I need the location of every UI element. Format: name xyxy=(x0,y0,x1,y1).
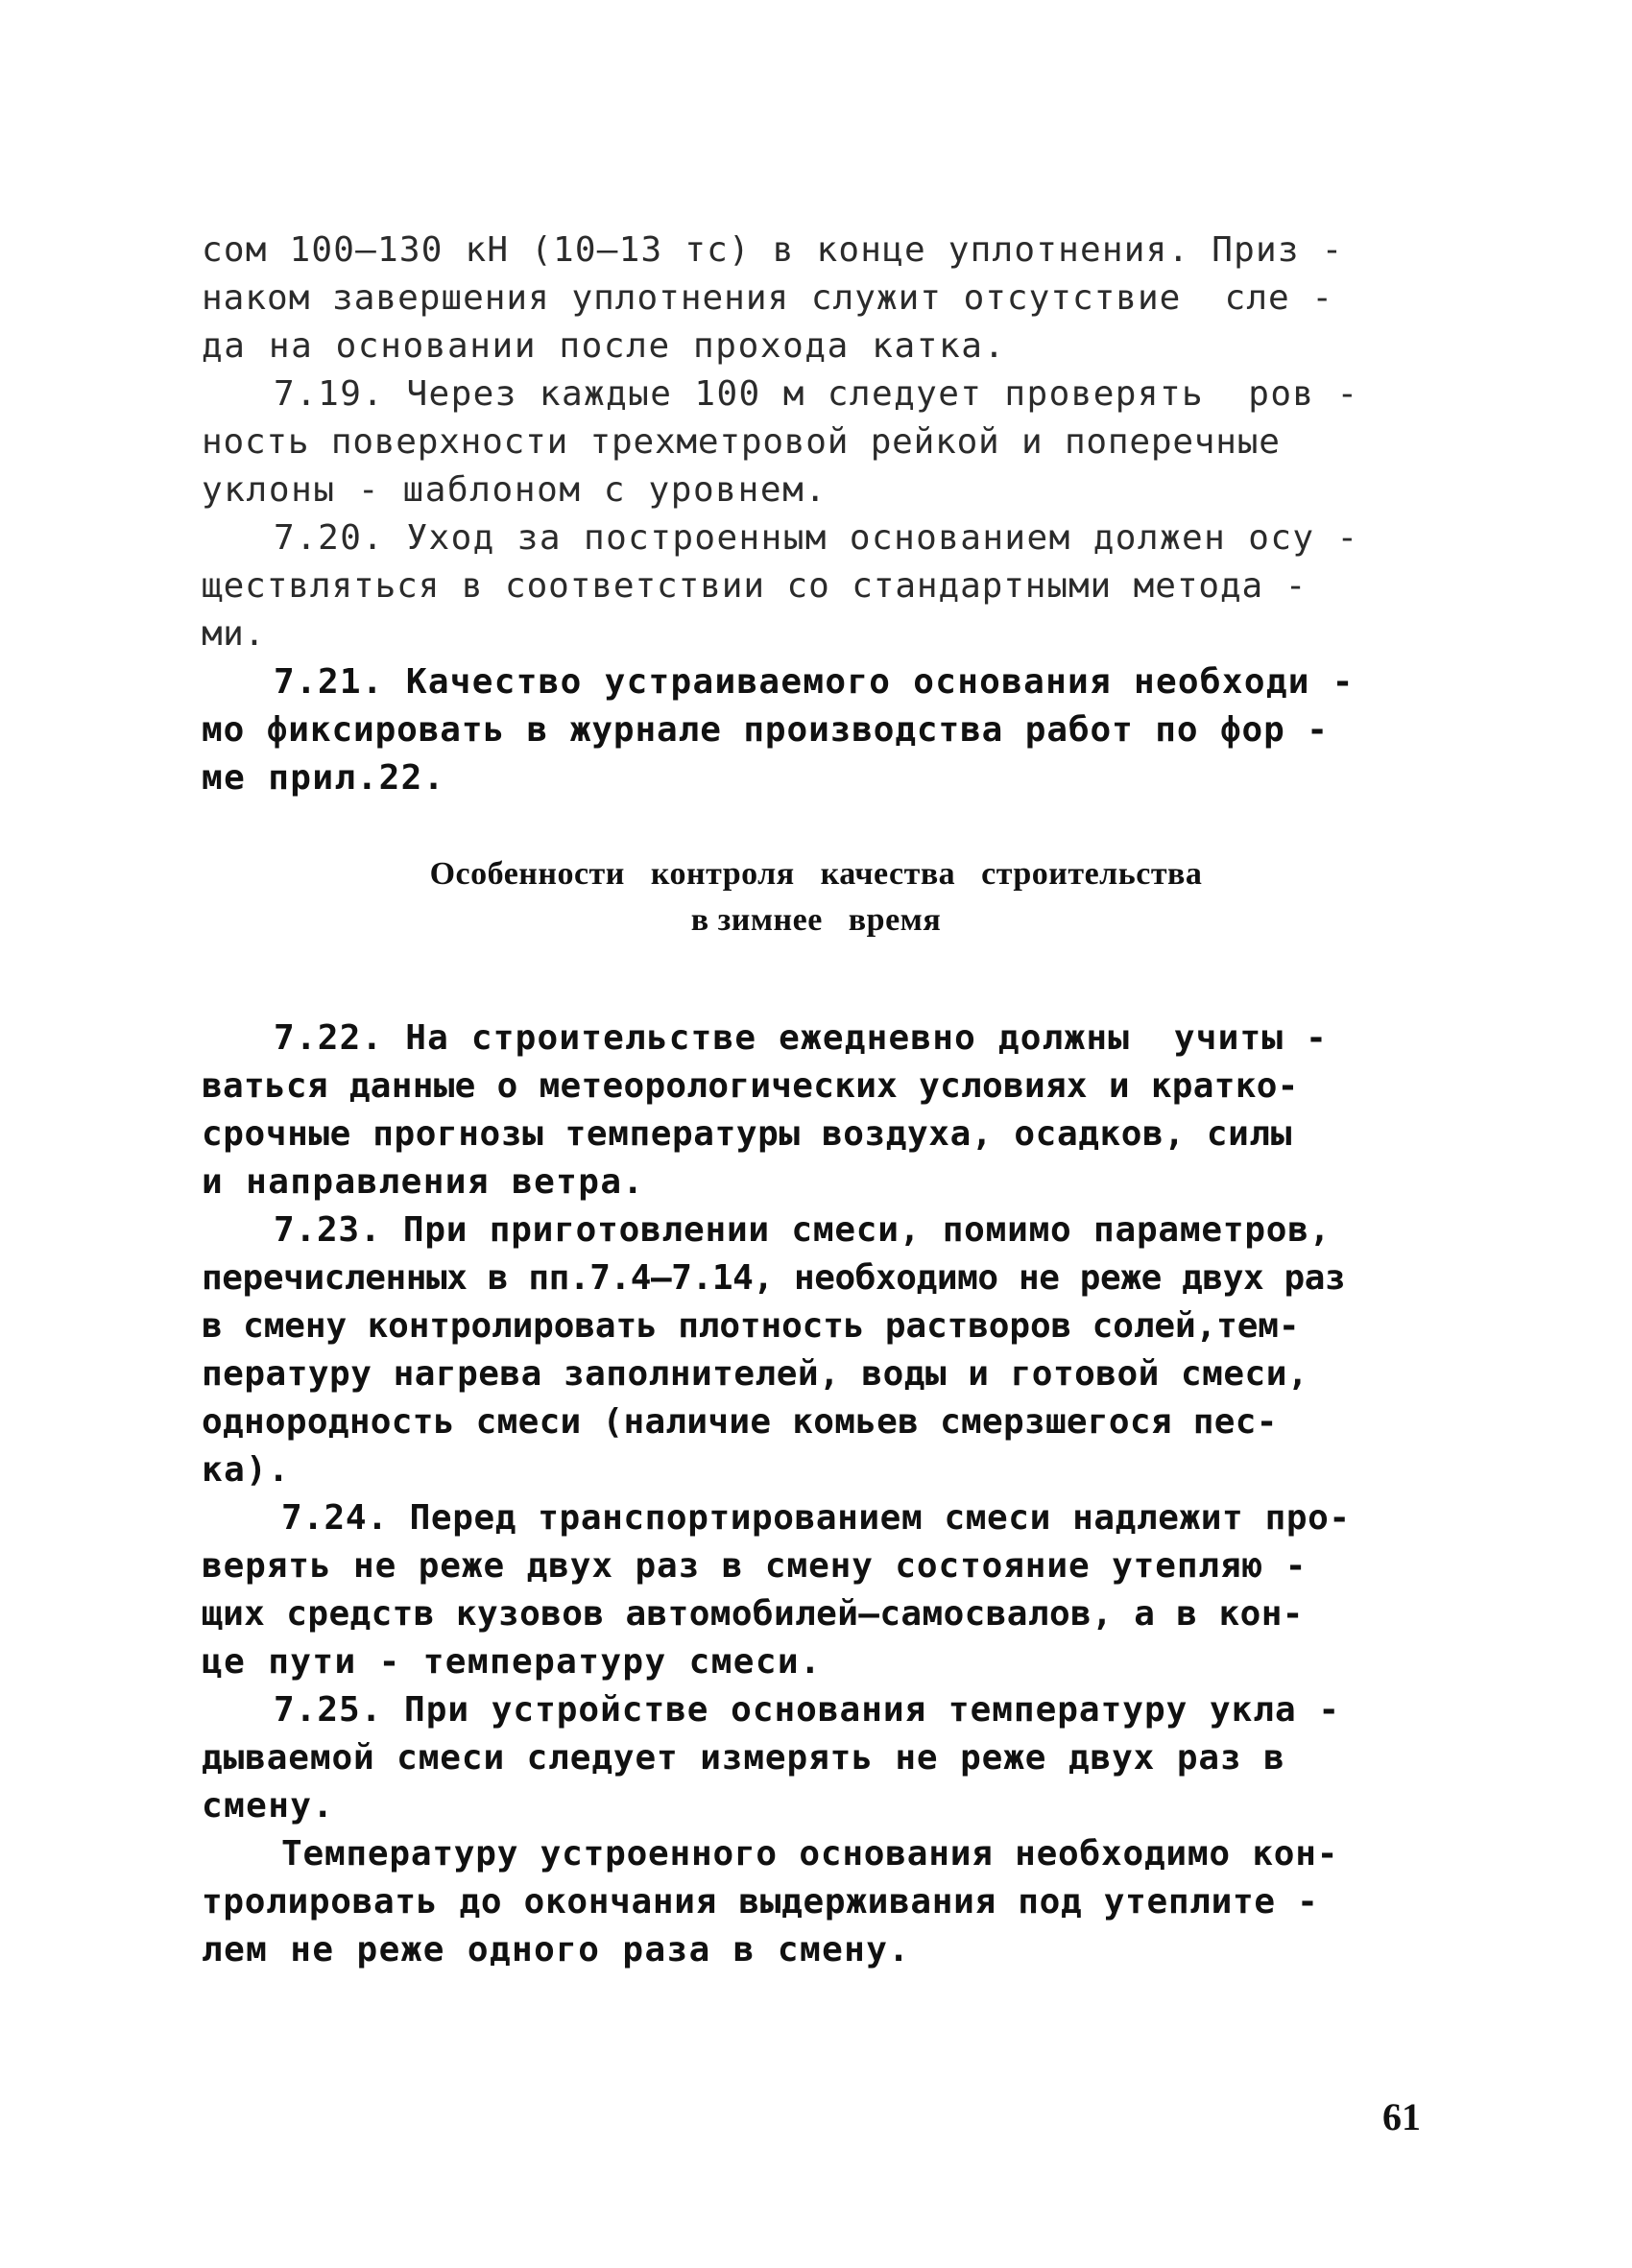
text-line: смену. xyxy=(202,1786,335,1826)
text-line: однородность смеси (наличие комьев смерзшегося пес- xyxy=(202,1402,1278,1442)
text-line: да на основании после прохода катка. xyxy=(202,326,1006,366)
text-line: наком завершения уплотнения служит отсутствие сле - xyxy=(202,278,1334,318)
text-line: мо фиксировать в журнале производства работ по фор - xyxy=(202,710,1329,750)
text-line: перечисленных в пп.7.4–7.14, необходимо не реже двух раз xyxy=(202,1258,1346,1298)
text-line: срочные прогнозы температуры воздуха, осадков, силы xyxy=(202,1114,1292,1154)
section-heading-line-2: в зимнее время xyxy=(690,902,942,938)
page-number: 61 xyxy=(1382,2095,1421,2138)
text-line: щих средств кузовов автомобилей–самосвалов, а в кон- xyxy=(202,1594,1304,1634)
text-line: и направления ветра. xyxy=(202,1162,645,1202)
paragraph-start-temperature: Температуру устроенного основания необходимо кон- xyxy=(281,1834,1339,1874)
text-line: ка). xyxy=(202,1450,291,1490)
text-line: в смену контролировать плотность растворов солей,тем- xyxy=(202,1306,1300,1346)
paragraph-start-7-23: 7.23. При приготовлении смеси, помимо параметров, xyxy=(274,1210,1332,1250)
text-line: ность поверхности трехметровой рейкой и поперечные xyxy=(202,422,1281,462)
text-line: тролировать до окончания выдерживания под утеплите - xyxy=(202,1882,1319,1922)
paragraph-start-7-20: 7.20. Уход за построенным основанием должен осу - xyxy=(274,518,1359,558)
text-line: лем не реже одного раза в смену. xyxy=(202,1930,911,1970)
text-line: ми. xyxy=(202,614,266,654)
paragraph-start-7-25: 7.25. При устройстве основания температуру укла - xyxy=(274,1690,1341,1730)
paragraph-start-7-22: 7.22. На строительстве ежедневно должны учиты - xyxy=(274,1018,1328,1058)
text-line: ваться данные о метеорологических условиях и кратко- xyxy=(202,1066,1299,1106)
text-line: дываемой смеси следует измерять не реже двух раз в xyxy=(202,1738,1285,1778)
text-line: ме прил.22. xyxy=(202,758,445,798)
text-line: уклоны - шаблоном с уровнем. xyxy=(202,470,828,510)
paragraph-start-7-24: 7.24. Перед транспортированием смеси надлежит про- xyxy=(281,1498,1351,1538)
section-heading-line-1: Особенности контроля качества строительства xyxy=(429,856,1203,892)
text-line: верять не реже двух раз в смену состояние утепляю - xyxy=(202,1546,1308,1586)
text-line: пературу нагрева заполнителей, воды и готовой смеси, xyxy=(202,1354,1309,1394)
text-line: це пути - температуру смеси. xyxy=(202,1642,823,1682)
text-line: ществляться в соответствии со стандартными метода - xyxy=(202,566,1308,606)
text-line: сом 100–130 кН (10–13 тс) в конце уплотнения. Приз - xyxy=(202,230,1344,270)
paragraph-start-7-19: 7.19. Через каждые 100 м следует проверять ров - xyxy=(274,374,1359,414)
paragraph-start-7-21: 7.21. Качество устраиваемого основания необходи - xyxy=(274,662,1355,702)
